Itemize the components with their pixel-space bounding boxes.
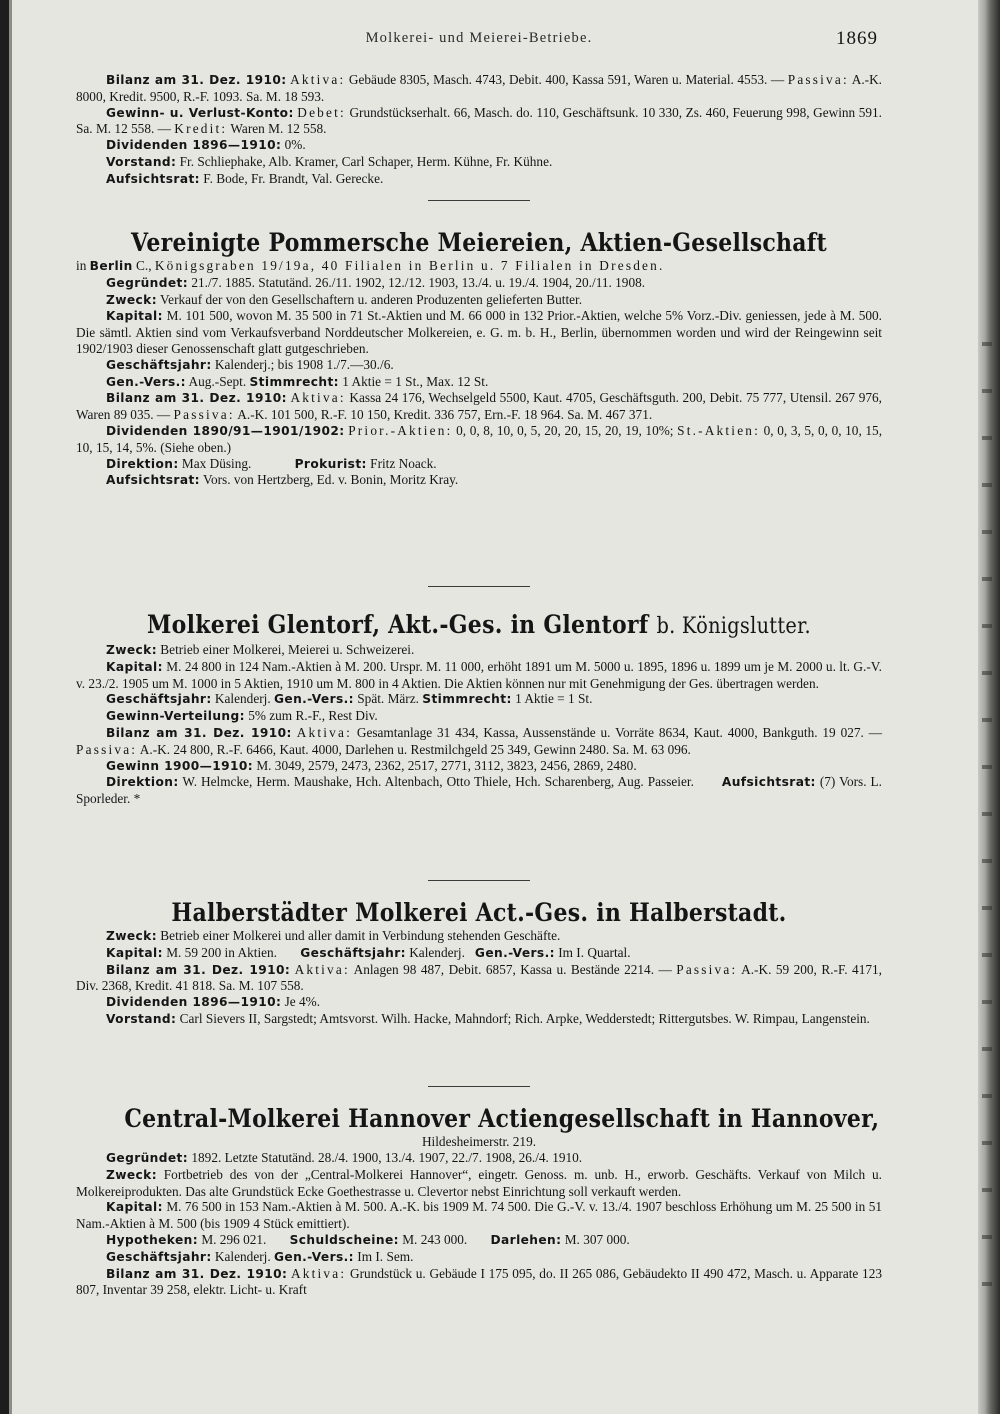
entry-paragraph: Gen.-Vers.: Aug.-Sept. Stimmrecht: 1 Aktie = 1 St., Max. 12 St. bbox=[106, 373, 489, 389]
section-divider bbox=[428, 200, 530, 201]
entry-paragraph: Zweck: Verkauf der von den Gesellschaftern u. anderen Produzenten gelieferten Butter. bbox=[106, 291, 583, 307]
entry-halberstadt bbox=[76, 898, 882, 1028]
entry-paragraph: Bilanz am 31. Dez. 1910: Aktiva: Gesamtanlage 31 434, Kassa, Aussenstände u. Vorräte 8634, Kaut. 4000, Bankguth. 19 027. — Passiva: A.-K. 24 800, R.-F. 6466, Kaut. 4000, Darlehen u. Restmilchgeld 25 349, Gewinn 2480. Sa. M. 63 096. bbox=[76, 724, 883, 757]
entry-paragraph: Bilanz am 31. Dez. 1910: Aktiva: Anlagen 98 487, Debit. 6857, Kassa u. Bestände 2214. — Passiva: A.-K. 59 200, R.-F. 4171, Div. 2368, Kredit. 41 818. Sa. M. 107 558. bbox=[76, 961, 882, 994]
entry-hannover bbox=[76, 1104, 882, 1298]
page-number: 1869 bbox=[836, 28, 878, 49]
entry-glentorf bbox=[76, 610, 882, 807]
entry-title-main: Molkerei Glentorf, Akt.-Ges. in Glentorf bbox=[147, 610, 649, 639]
entry-title: Central-Molkerei Hannover Actiengesellschaft in Hannover, bbox=[124, 1104, 880, 1133]
entry-paragraph: Direktion: W. Helmcke, Herm. Maushake, Hch. Altenbach, Otto Thiele, Hch. Scharenberg, Aug. Passeier. Aufsichtsrat: (7) Vors. L. Sporleder. * bbox=[76, 774, 882, 807]
section-divider bbox=[428, 1086, 530, 1087]
entry-preceding bbox=[76, 72, 882, 188]
entry-paragraph: Gegründet: 21./7. 1885. Statutänd. 26./11. 1902, 12./12. 1903, 13./4. u. 19./4. 1904, 20./11. 1908. bbox=[106, 274, 646, 290]
running-header bbox=[76, 30, 882, 54]
entry-paragraph: Zweck: Fortbetrieb des von der „Central-Molkerei Hannover“, eingetr. Genoss. m. unb. H., erworb. Geschäfts. Verkauf von Milch u. Molkereiprodukten. Das alte Grundstück Ecke Goethestrasse u. Clevertor nebst Einrichtung soll verkauft werden. bbox=[76, 1166, 882, 1199]
entry-paragraph: Kapital: M. 59 200 in Aktien. Geschäftsjahr: Kalenderj. Gen.-Vers.: Im I. Quartal. bbox=[106, 944, 631, 960]
entry-paragraph: Hypotheken: M. 296 021. Schuldscheine: M. 243 000. Darlehen: M. 307 000. bbox=[106, 1231, 630, 1247]
entry-paragraph: Gegründet: 1892. Letzte Statutänd. 28./4. 1900, 13./4. 1907, 22./7. 1908, 26./4. 1910. bbox=[106, 1150, 583, 1165]
entry-paragraph: Geschäftsjahr: Kalenderj.; bis 1908 1./7.—30./6. bbox=[106, 356, 394, 372]
entry-paragraph: Zweck: Betrieb einer Molkerei, Meierei u. Schweizerei. bbox=[106, 642, 415, 657]
entry-paragraph: Kapital: M. 101 500, wovon M. 35 500 in 71 St.-Aktien und M. 66 000 in 132 Prior.-Aktien, welche 5% Vorz.-Div. geniessen, jede à M. 500. Die sämtl. Aktien sind vom Verkaufsverband Norddeutscher Molkereien, e. G. m. b. H., Berlin, übernommen worden und wird der Reingewinn seit 1902/1903 dieser Genossenschaft glatt gutgeschrieben. bbox=[76, 308, 882, 356]
entry-pommersche bbox=[76, 228, 882, 489]
running-title: Molkerei- und Meierei-Betriebe. bbox=[365, 30, 593, 46]
entry-paragraph: Dividenden 1896—1910: Je 4%. bbox=[106, 994, 321, 1010]
entry-title: Halberstädter Molkerei Act.-Ges. in Halberstadt. bbox=[171, 898, 787, 927]
entry-paragraph: Direktion: Max Düsing. Prokurist: Fritz Noack. bbox=[106, 455, 437, 471]
entry-paragraph: Geschäftsjahr: Kalenderj. Gen.-Vers.: Im I. Sem. bbox=[106, 1248, 414, 1264]
entry-paragraph: Bilanz am 31. Dez. 1910: Aktiva: Kassa 24 176, Wechselgeld 5500, Kaut. 4705, Geschäftsguth. 200, Debit. 75 777, Utensil. 267 976, Waren 89 035. — Passiva: A.-K. 101 500, R.-F. 10 150, Kredit. 336 757, Ern.-F. 18 964. Sa. M. 467 371. bbox=[76, 390, 882, 423]
entry-location: in Berlin C., Königsgraben 19/19a, 40 Filialen in Berlin u. 7 Filialen in Dresden. bbox=[76, 258, 665, 273]
entry-paragraph: Kapital: M. 76 500 in 153 Nam.-Aktien à M. 500. A.-K. bis 1909 M. 74 500. Die G.-V. v. 13./4. 1907 beschloss Erhöhung um M. 25 500 in 51 Nam.-Aktien à M. 500 (bis 1909 4 Stück emittiert). bbox=[76, 1199, 882, 1232]
page-edge-left-shadow bbox=[9, 0, 12, 1414]
entry-title: Vereinigte Pommersche Meiereien, Aktien-Gesellschaft bbox=[131, 228, 827, 257]
section-divider bbox=[428, 586, 530, 587]
entry-paragraph: Bilanz am 31. Dez. 1910: Aktiva: Gebäude 8305, Masch. 4743, Debit. 400, Kassa 591, Waren u. Material. 4553. — Passiva: A.-K. 8000, Kredit. 9500, R.-F. 1093. Sa. M. 18 593. bbox=[76, 72, 883, 104]
page-edge-left bbox=[0, 0, 9, 1414]
entry-paragraph: Aufsichtsrat: Vors. von Hertzberg, Ed. v. Bonin, Moritz Kray. bbox=[106, 472, 459, 488]
entry-title bbox=[124, 610, 833, 642]
page-edge-right-marks bbox=[982, 320, 992, 1320]
entry-paragraph: Dividenden 1896—1910: 0%. bbox=[106, 137, 306, 153]
entry-address: Hildesheimerstr. 219. bbox=[421, 1134, 537, 1149]
section-divider bbox=[428, 880, 530, 881]
entry-paragraph: Kapital: M. 24 800 in 124 Nam.-Aktien à M. 200. Urspr. M. 11 000, erhöht 1891 um M. 5000 u. 1895, 1896 u. 1899 um je M. 2000 u. lt. G.-V. v. 23./2. 1905 um M. 1000 in 5 Aktien, 1910 um M. 800 in 4 Aktien. Die Aktien können nur mit Genehmigung der Ges. übertragen werden. bbox=[76, 658, 882, 691]
entry-paragraph: Geschäftsjahr: Kalenderj. Gen.-Vers.: Spät. März. Stimmrecht: 1 Aktie = 1 St. bbox=[106, 691, 593, 707]
entry-paragraph: Vorstand: Carl Sievers II, Sargstedt; Amtsvorst. Wilh. Hacke, Mahndorf; Rich. Arpke, Wedderstedt; Rittergutsbes. W. Rimpau, Langenstein. bbox=[106, 1010, 870, 1026]
entry-paragraph: Gewinn- u. Verlust-Konto: Debet: Grundstückserhalt. 66, Masch. do. 110, Geschäftsunk. 10 330, Zs. 460, Feuerung 998, Gewinn 591. Sa. M. 12 558. — Kredit: Waren M. 12 558. bbox=[76, 104, 883, 137]
entry-title-suffix: b. Königslutter. bbox=[656, 614, 811, 639]
entry-paragraph: Aufsichtsrat: F. Bode, Fr. Brandt, Val. Gerecke. bbox=[106, 170, 384, 186]
entry-paragraph: Dividenden 1890/91—1901/1902: Prior.-Aktien: 0, 0, 8, 10, 0, 5, 20, 20, 15, 20, 19, 10%; St.-Aktien: 0, 0, 3, 5, 0, 0, 10, 15, 10, 15, 14, 5%. (Siehe oben.) bbox=[76, 422, 883, 455]
entry-paragraph: Bilanz am 31. Dez. 1910: Aktiva: Grundstück u. Gebäude I 175 095, do. II 265 086, Gebäudekto II 490 472, Masch. u. Apparate 123 807, Inventar 39 258, elektr. Licht- u. Kraft bbox=[76, 1265, 882, 1298]
entry-paragraph: Gewinn 1900—1910: M. 3049, 2579, 2473, 2362, 2517, 2771, 3112, 3823, 2456, 2869, 2480. bbox=[106, 757, 637, 773]
entry-paragraph: Zweck: Betrieb einer Molkerei und aller damit in Verbindung stehenden Geschäfte. bbox=[106, 928, 561, 943]
entry-paragraph: Vorstand: Fr. Schliephake, Alb. Kramer, Carl Schaper, Herm. Kühne, Fr. Kühne. bbox=[106, 153, 553, 169]
entry-paragraph: Gewinn-Verteilung: 5% zum R.-F., Rest Div. bbox=[106, 708, 378, 724]
